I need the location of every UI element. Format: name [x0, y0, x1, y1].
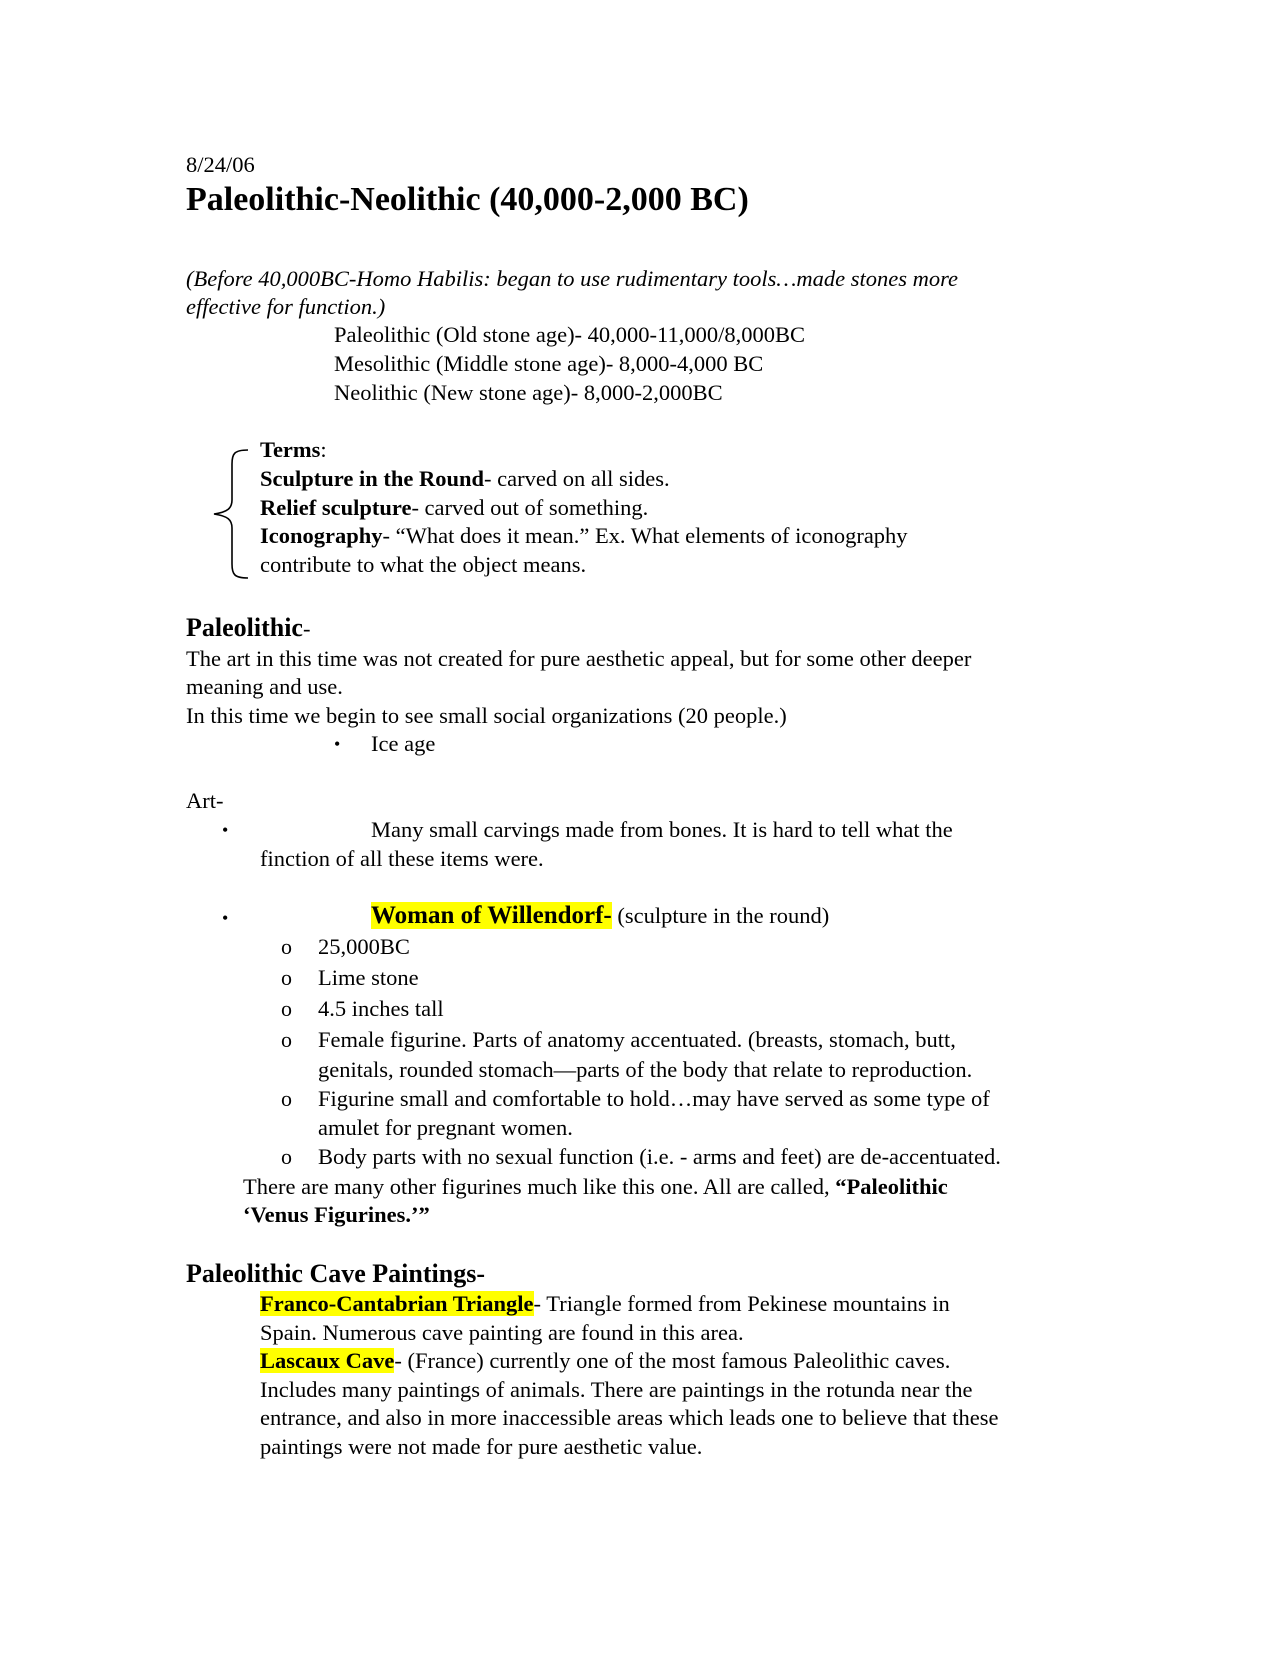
document-date: 8/24/06: [186, 152, 255, 177]
paleolithic-para-2: In this time we begin to see small social organizations (20 people.): [186, 703, 787, 728]
willendorf-item: Body parts with no sexual function (i.e. - arms and feet) are de-accentuated.: [318, 1144, 1001, 1169]
paleolithic-para-1: The art in this time was not created for pure aesthetic appeal, but for some other deeper: [186, 646, 972, 671]
age-mesolithic: Mesolithic (Middle stone age)- 8,000-4,000 BC: [334, 351, 764, 376]
sub-bullet-icon: o: [281, 934, 292, 959]
art-label: Art-: [186, 788, 224, 813]
list-item-ice-age: Ice age: [371, 731, 436, 756]
brace-icon: [208, 448, 250, 580]
sub-bullet-icon: o: [281, 1144, 292, 1169]
intro-line-2: effective for function.): [186, 294, 386, 319]
intro-line-1: (Before 40,000BC-Homo Habilis: began to use rudimentary tools…made stones more: [186, 266, 958, 291]
list-item-willendorf: Woman of Willendorf- (sculpture in the round): [371, 902, 830, 929]
venus-para: There are many other figurines much like this one. All are called, “Paleolithic: [243, 1174, 948, 1199]
age-paleolithic: Paleolithic (Old stone age)- 40,000-11,000/8,000BC: [334, 322, 805, 347]
venus-para-cont: ‘Venus Figurines.’”: [243, 1202, 430, 1227]
lascaux-text: Includes many paintings of animals. There are paintings in the rotunda near the: [260, 1377, 973, 1402]
willendorf-highlight: Woman of Willendorf-: [371, 902, 612, 929]
page-title: Paleolithic-Neolithic (40,000-2,000 BC): [186, 181, 749, 218]
willendorf-item-cont: amulet for pregnant women.: [318, 1115, 573, 1140]
willendorf-item: 25,000BC: [318, 934, 410, 959]
term-lascaux: Lascaux Cave- (France) currently one of the most famous Paleolithic caves.: [260, 1348, 951, 1373]
term-franco-cantabrian-cont: Spain. Numerous cave painting are found in this area.: [260, 1320, 744, 1345]
sub-bullet-icon: o: [281, 965, 292, 990]
terms-heading: Terms:: [260, 437, 327, 462]
willendorf-item-cont: genitals, rounded stomach—parts of the body that relate to reproduction.: [318, 1057, 973, 1082]
term-iconography-cont: contribute to what the object means.: [260, 552, 587, 577]
age-neolithic: Neolithic (New stone age)- 8,000-2,000BC: [334, 380, 723, 405]
bullet-icon: •: [334, 734, 341, 754]
bullet-icon: •: [222, 908, 229, 928]
paleolithic-para-1-cont: meaning and use.: [186, 674, 343, 699]
lascaux-text: entrance, and also in more inaccessible areas which leads one to believe that these: [260, 1405, 999, 1430]
section-heading-cave-paintings: Paleolithic Cave Paintings-: [186, 1259, 485, 1288]
bullet-icon: •: [222, 820, 229, 840]
sub-bullet-icon: o: [281, 1086, 292, 1111]
willendorf-item: Figurine small and comfortable to hold…may have served as some type of: [318, 1086, 990, 1111]
willendorf-item: 4.5 inches tall: [318, 996, 444, 1021]
term-franco-cantabrian: Franco-Cantabrian Triangle- Triangle formed from Pekinese mountains in: [260, 1291, 950, 1316]
sub-bullet-icon: o: [281, 996, 292, 1021]
lascaux-text: paintings were not made for pure aesthetic value.: [260, 1434, 703, 1459]
willendorf-item: Lime stone: [318, 965, 419, 990]
list-item-carvings-cont: finction of all these items were.: [260, 846, 544, 871]
willendorf-item: Female figurine. Parts of anatomy accentuated. (breasts, stomach, butt,: [318, 1027, 956, 1052]
term-sculpture-round: Sculpture in the Round- carved on all sides.: [260, 466, 670, 491]
list-item-carvings: Many small carvings made from bones. It is hard to tell what the: [371, 817, 953, 842]
term-iconography: Iconography- “What does it mean.” Ex. What elements of iconography: [260, 523, 908, 548]
sub-bullet-icon: o: [281, 1027, 292, 1052]
section-heading-paleolithic: Paleolithic-: [186, 613, 311, 642]
term-relief: Relief sculpture- carved out of something.: [260, 495, 649, 520]
